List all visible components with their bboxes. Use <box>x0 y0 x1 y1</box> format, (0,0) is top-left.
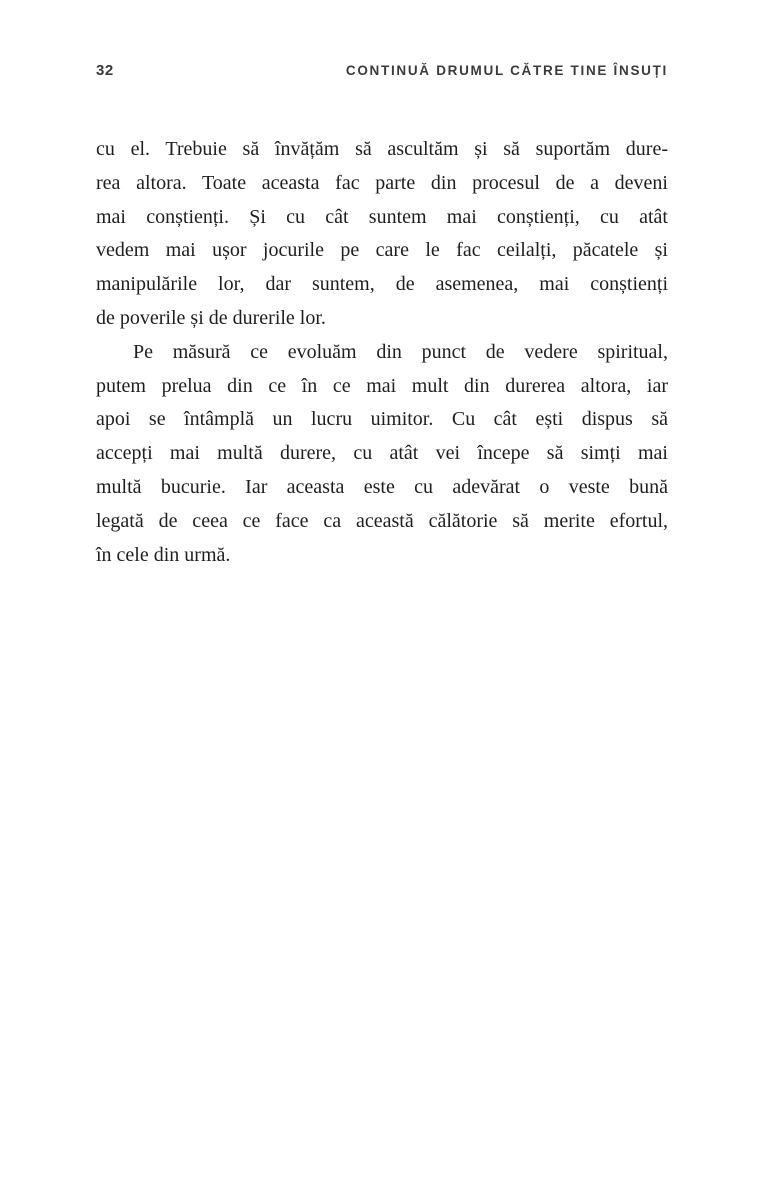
text-line: legată de ceea ce face ca această călătorie să merite efortul, <box>96 509 668 532</box>
text-line: multă bucurie. Iar aceasta este cu adevărat o veste bună <box>96 475 668 498</box>
text-line: în cele din urmă. <box>96 543 231 566</box>
text-line: apoi se întâmplă un lucru uimitor. Cu cât ești dispus să <box>96 408 668 431</box>
text-line: mai conștienți. Și cu cât suntem mai conștienți, cu atât <box>96 205 668 228</box>
text-line: vedem mai ușor jocurile pe care le fac ceilalți, păcatele și <box>96 239 668 262</box>
running-header-title: CONTINUĂ DRUMUL CĂTRE TINE ÎNSUȚI <box>345 63 668 78</box>
text-line: manipulările lor, dar suntem, de asemenea, mai conștienți <box>96 273 668 296</box>
text-line: rea altora. Toate aceasta fac parte din procesul de a deveni <box>96 171 668 194</box>
text-line: putem prelua din ce în ce mai mult din durerea altora, iar <box>96 374 668 397</box>
text-line: Pe măsură ce evoluăm din punct de vedere spiritual, <box>133 340 668 363</box>
text-line: accepți mai multă durere, cu atât vei începe să simți mai <box>96 442 668 465</box>
page-header <box>96 62 668 79</box>
paragraph <box>96 133 668 336</box>
text-line: de poverile și de durerile lor. <box>96 306 326 329</box>
page-number: 32 <box>96 62 114 79</box>
paragraph <box>96 336 668 573</box>
page-body <box>96 133 668 572</box>
text-line: cu el. Trebuie să învățăm să ascultăm și să suportăm dure- <box>96 138 668 160</box>
